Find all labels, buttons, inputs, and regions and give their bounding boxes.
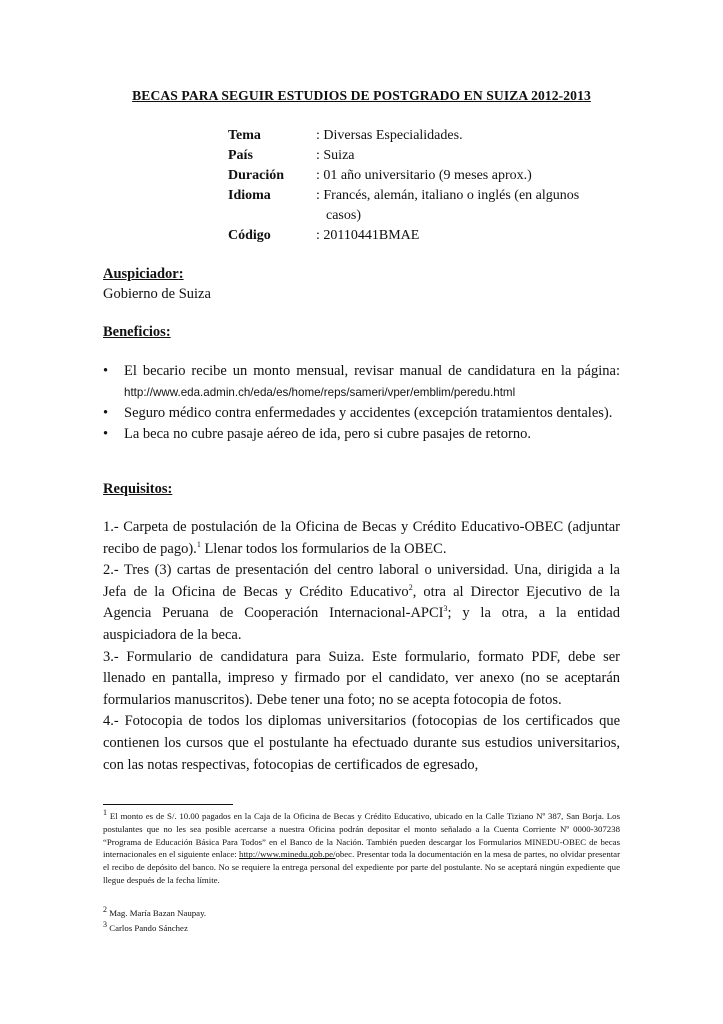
info-label: Código — [228, 228, 271, 243]
info-row-idioma-cont — [228, 206, 626, 226]
footnote-ref: 1 — [196, 539, 201, 549]
list-item: • Seguro médico contra enfermedades y accidentes (excepción tratamientos dentales). — [103, 403, 620, 424]
bullet-icon: • — [103, 405, 109, 421]
info-row-idioma — [228, 186, 626, 206]
list-item: • El becario recibe un monto mensual, revisar manual de candidatura en la página: http://www.eda.admin.ch/eda/es/home/reps/sameri/vper/emblim/peredu.html — [103, 361, 620, 403]
footnote-ref: 3 — [443, 604, 448, 614]
bullet-icon: • — [103, 425, 109, 442]
requisito-2: 2.- Tres (3) cartas de presentación del centro laboral o universidad. Una, dirigida a la Jefa de la Oficina de Becas y Crédito Educativo$^2$, otra al Director Ejecutivo de la Agencia Peruana de Cooperación Internacional-APCI$^3$; y la otra, a la entidad auspiciadora de la beca. — [103, 562, 620, 643]
info-label: Duración — [228, 168, 284, 183]
requisito-1: 1.- Carpeta de postulación de la Oficina de Becas y Crédito Educativo-OBEC (adjuntar recibo de pago).$^1$ Llenar todos los formularios de la OBEC. — [103, 519, 620, 557]
manual-url: http://www.eda.admin.ch/eda/es/home/reps/sameri/vper/emblim/peredu.html — [124, 385, 516, 399]
info-label: País — [228, 148, 253, 163]
requisitos-heading: Requisitos: — [103, 481, 173, 497]
auspiciador-text: Gobierno de Suiza — [103, 286, 211, 302]
info-value: : Suiza — [316, 148, 355, 163]
minedu-link[interactable]: http://www.minedu.gob.pe/ — [239, 849, 336, 860]
info-label: Tema — [228, 128, 261, 143]
info-row-codigo — [228, 226, 626, 246]
footnote-2: $^2$ Mag. María Bazan Naupay. — [103, 905, 207, 918]
info-row-tema — [228, 126, 626, 146]
info-table — [228, 126, 626, 246]
footnote-separator — [103, 804, 233, 805]
requisitos-body — [103, 517, 620, 776]
auspiciador-heading: Auspiciador: — [103, 266, 184, 282]
footnote-ref: 2 — [408, 582, 413, 592]
bullet-icon: • — [103, 363, 109, 379]
requisito-4: 4.- Fotocopia de todos los diplomas universitarios (fotocopias de los certificados que contienen los cursos que el postulante ha efectuado durante sus estudios universitarios, con las notas respectivas, fotocopias de certificados de egresado, — [103, 713, 620, 773]
info-value: : Diversas Especialidades. — [316, 128, 463, 143]
info-value: : 01 año universitario (9 meses aprox.) — [316, 168, 532, 183]
requisito-3: 3.- Formulario de candidatura para Suiza. Este formulario, formato PDF, debe ser llenado en pantalla, impreso y firmado por el candidato, ver anexo (no se aceptarán formularios manuscritos). Debe tener una foto; no se acepta fotocopia de fotos. — [103, 648, 620, 708]
beneficios-heading: Beneficios: — [103, 324, 171, 340]
info-value: : 20110441BMAE — [316, 228, 420, 243]
info-value: : Francés, alemán, italiano o inglés (en algunos — [316, 188, 580, 203]
info-value-continuation: casos) — [326, 208, 361, 223]
info-label: Idioma — [228, 188, 271, 203]
footnote-1: $^1$ El monto es de S/. 10.00 pagados en la Caja de la Oficina de Becas y Crédito Educativo, ubicado en la Calle Tiziano Nº 387, San Borja. Los postulantes que no les sea posible acercarse a nuestra Oficina podrán depositar el monto señalado a la Cuenta Corriente Nº 0000-307238 “Programa de Educación Básica Para Todos” en el Banco de la Nación. También pueden descargar los Formularios MINEDU-OBEC de becas internacionales en el siguiente enlace: http://www.minedu.gob.pe/obec. Presentar toda la documentación en la mesa de partes, no olvidar presentar el recibo de depósito del banco. No se requiere la entrega personal del expediente por parte del postulante. No se aceptará ningún expediente que llegue después de la fecha límite. — [103, 808, 620, 885]
list-item: • La beca no cubre pasaje aéreo de ida, pero si cubre pasajes de retorno. — [103, 424, 620, 445]
footnote-3: $^3$ Carlos Pando Sánchez — [103, 920, 188, 933]
beneficios-list — [103, 361, 620, 444]
info-row-pais — [228, 146, 626, 166]
info-row-duracion — [228, 166, 626, 186]
document-title: BECAS PARA SEGUIR ESTUDIOS DE POSTGRADO EN SUIZA 2012-2013 — [132, 88, 591, 103]
